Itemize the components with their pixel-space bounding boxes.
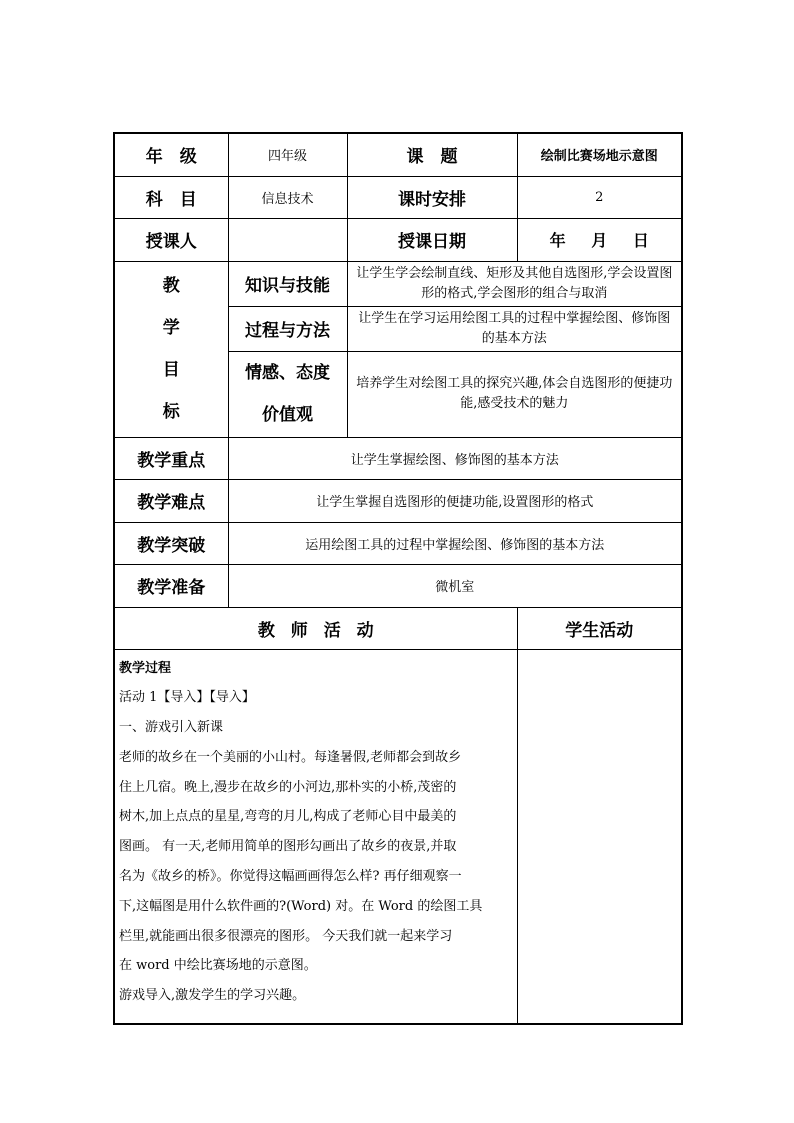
prep-text: 微机室 [228,564,682,607]
activity-line: 活动 1【导入】【导入】 [119,690,255,706]
key-point-label: 教学重点 [114,437,228,479]
subject-label: 科 目 [114,176,228,218]
attitude-label [228,351,347,437]
difficulty-row [114,479,682,522]
activity-line: 栏里,就能画出很多很漂亮的图形。 今天我们就一起来学习 [119,928,453,944]
prep-label: 教学准备 [114,564,228,607]
student-activity-header: 学生活动 [517,607,682,649]
topic-label: 课 题 [347,133,517,176]
key-point-text: 让学生掌握绘图、修饰图的基本方法 [228,437,682,479]
activity-line: 下,这幅图是用什么软件画的?(Word) 对。在 Word 的绘图工具 [119,898,483,914]
teacher-activity-header: 教 师 活 动 [114,607,517,649]
date-label: 授课日期 [347,218,517,261]
goals-side-char: 目 [162,360,180,380]
goals-side-char: 学 [162,318,180,338]
breakthrough-text: 运用绘图工具的过程中掌握绘图、修饰图的基本方法 [228,522,682,564]
info-row-2 [114,176,682,218]
teacher-value [228,218,347,261]
breakthrough-label: 教学突破 [114,522,228,564]
activity-line: 游戏导入,激发学生的学习兴趣。 [119,988,306,1004]
prep-row [114,564,682,607]
lesson-plan-table [113,132,683,1025]
activity-body-row [114,649,682,1024]
activity-line: 名为《故乡的桥》。你觉得这幅画画得怎么样? 再仔细观察一 [119,869,462,885]
activity-line: 树木,加上点点的星星,弯弯的月儿,构成了老师心目中最美的 [119,809,457,825]
attitude-label-line: 价值观 [262,405,313,425]
grade-value: 四年级 [228,133,347,176]
info-row-3 [114,218,682,261]
breakthrough-row [114,522,682,564]
goal-row-knowledge [114,261,682,306]
difficulty-label: 教学难点 [114,479,228,522]
goals-side-char: 教 [162,276,180,296]
hours-label: 课时安排 [347,176,517,218]
lesson-plan-page [113,132,681,1025]
process-heading: 教学过程 [119,660,172,676]
activity-line: 一、游戏引入新课 [119,720,224,736]
hours-value: 2 [517,176,682,218]
process-label: 过程与方法 [228,306,347,351]
grade-label: 年 级 [114,133,228,176]
goals-side-char: 标 [162,402,180,422]
activity-line: 住上几宿。晚上,漫步在故乡的小河边,那朴实的小桥,茂密的 [119,779,457,795]
activity-line: 老师的故乡在一个美丽的小山村。每逢暑假,老师都会到故乡 [119,749,462,765]
info-row-1 [114,133,682,176]
teacher-label: 授课人 [114,218,228,261]
knowledge-text: 让学生学会绘制直线、矩形及其他自选图形,学会设置图形的格式,学会图形的组合与取消 [347,261,682,306]
topic-value: 绘制比赛场地示意图 [517,133,682,176]
process-text: 让学生在学习运用绘图工具的过程中掌握绘图、修饰图的基本方法 [347,306,682,351]
student-activity-body [517,649,682,1024]
activity-header-row [114,607,682,649]
activity-line: 图画。 有一天,老师用简单的图形勾画出了故乡的夜景,并取 [119,839,457,855]
activity-line: 在 word 中绘比赛场地的示意图。 [119,958,317,974]
date-value: 年 月 日 [517,218,682,261]
attitude-text: 培养学生对绘图工具的探究兴趣,体会自选图形的便捷功能,感受技术的魅力 [347,351,682,437]
goals-side-label [114,261,228,437]
key-point-row [114,437,682,479]
knowledge-label: 知识与技能 [228,261,347,306]
teacher-activity-body [114,649,517,1024]
subject-value: 信息技术 [228,176,347,218]
attitude-label-line: 情感、态度 [245,363,330,383]
difficulty-text: 让学生掌握自选图形的便捷功能,设置图形的格式 [228,479,682,522]
